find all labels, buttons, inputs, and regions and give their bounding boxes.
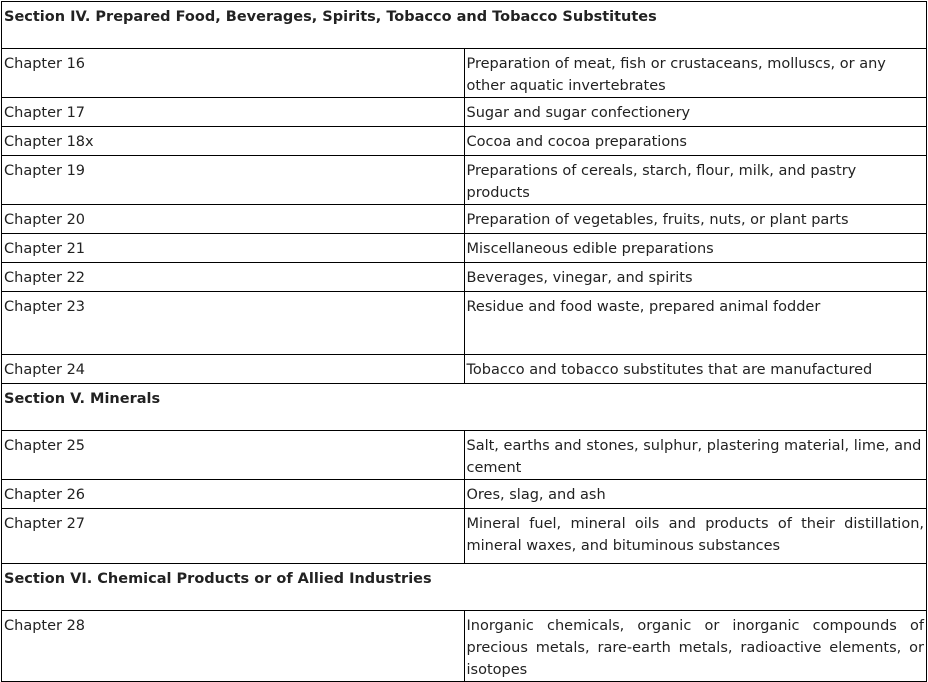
chapter-cell: Chapter 25 (2, 431, 465, 480)
section-row (2, 384, 927, 431)
table-row (2, 292, 927, 355)
table-row (2, 480, 927, 509)
chapter-cell: Chapter 17 (2, 98, 465, 127)
table-row (2, 156, 927, 205)
table-row (2, 205, 927, 234)
table-row (2, 234, 927, 263)
chapter-cell: Chapter 28 (2, 611, 465, 682)
table-row (2, 431, 927, 480)
table-row (2, 127, 927, 156)
chapter-cell: Chapter 26 (2, 480, 465, 509)
table-row (2, 98, 927, 127)
section-title: Section V. Minerals (2, 384, 927, 431)
table-row (2, 263, 927, 292)
section-row (2, 2, 927, 49)
chapter-cell: Chapter 22 (2, 263, 465, 292)
description-cell: Residue and food waste, prepared animal fodder (464, 292, 927, 355)
table-row (2, 611, 927, 682)
description-cell: Preparation of vegetables, fruits, nuts, or plant parts (464, 205, 927, 234)
chapter-cell: Chapter 19 (2, 156, 465, 205)
description-cell: Beverages, vinegar, and spirits (464, 263, 927, 292)
chapter-cell: Chapter 16 (2, 49, 465, 98)
chapter-cell: Chapter 27 (2, 509, 465, 564)
chapter-cell: Chapter 20 (2, 205, 465, 234)
section-title: Section VI. Chemical Products or of Allied Industries (2, 564, 927, 611)
description-cell: Mineral fuel, mineral oils and products of their distillation, mineral waxes, and bituminous substances (464, 509, 927, 564)
chapters-table (1, 1, 927, 682)
section-title: Section IV. Prepared Food, Beverages, Spirits, Tobacco and Tobacco Substitutes (2, 2, 927, 49)
description-cell: Preparation of meat, fish or crustaceans, molluscs, or any other aquatic invertebrates (464, 49, 927, 98)
section-row (2, 564, 927, 611)
table-row (2, 509, 927, 564)
description-cell: Salt, earths and stones, sulphur, plastering material, lime, and cement (464, 431, 927, 480)
table-row (2, 355, 927, 384)
description-cell: Cocoa and cocoa preparations (464, 127, 927, 156)
description-cell: Preparations of cereals, starch, flour, milk, and pastry products (464, 156, 927, 205)
chapter-cell: Chapter 23 (2, 292, 465, 355)
description-cell: Inorganic chemicals, organic or inorganic compounds of precious metals, rare-earth metals, radioactive elements, or isotopes (464, 611, 927, 682)
table-row (2, 49, 927, 98)
description-cell: Miscellaneous edible preparations (464, 234, 927, 263)
chapter-cell: Chapter 24 (2, 355, 465, 384)
description-cell: Tobacco and tobacco substitutes that are manufactured (464, 355, 927, 384)
description-cell: Ores, slag, and ash (464, 480, 927, 509)
chapter-cell: Chapter 18x (2, 127, 465, 156)
description-cell: Sugar and sugar confectionery (464, 98, 927, 127)
chapter-cell: Chapter 21 (2, 234, 465, 263)
